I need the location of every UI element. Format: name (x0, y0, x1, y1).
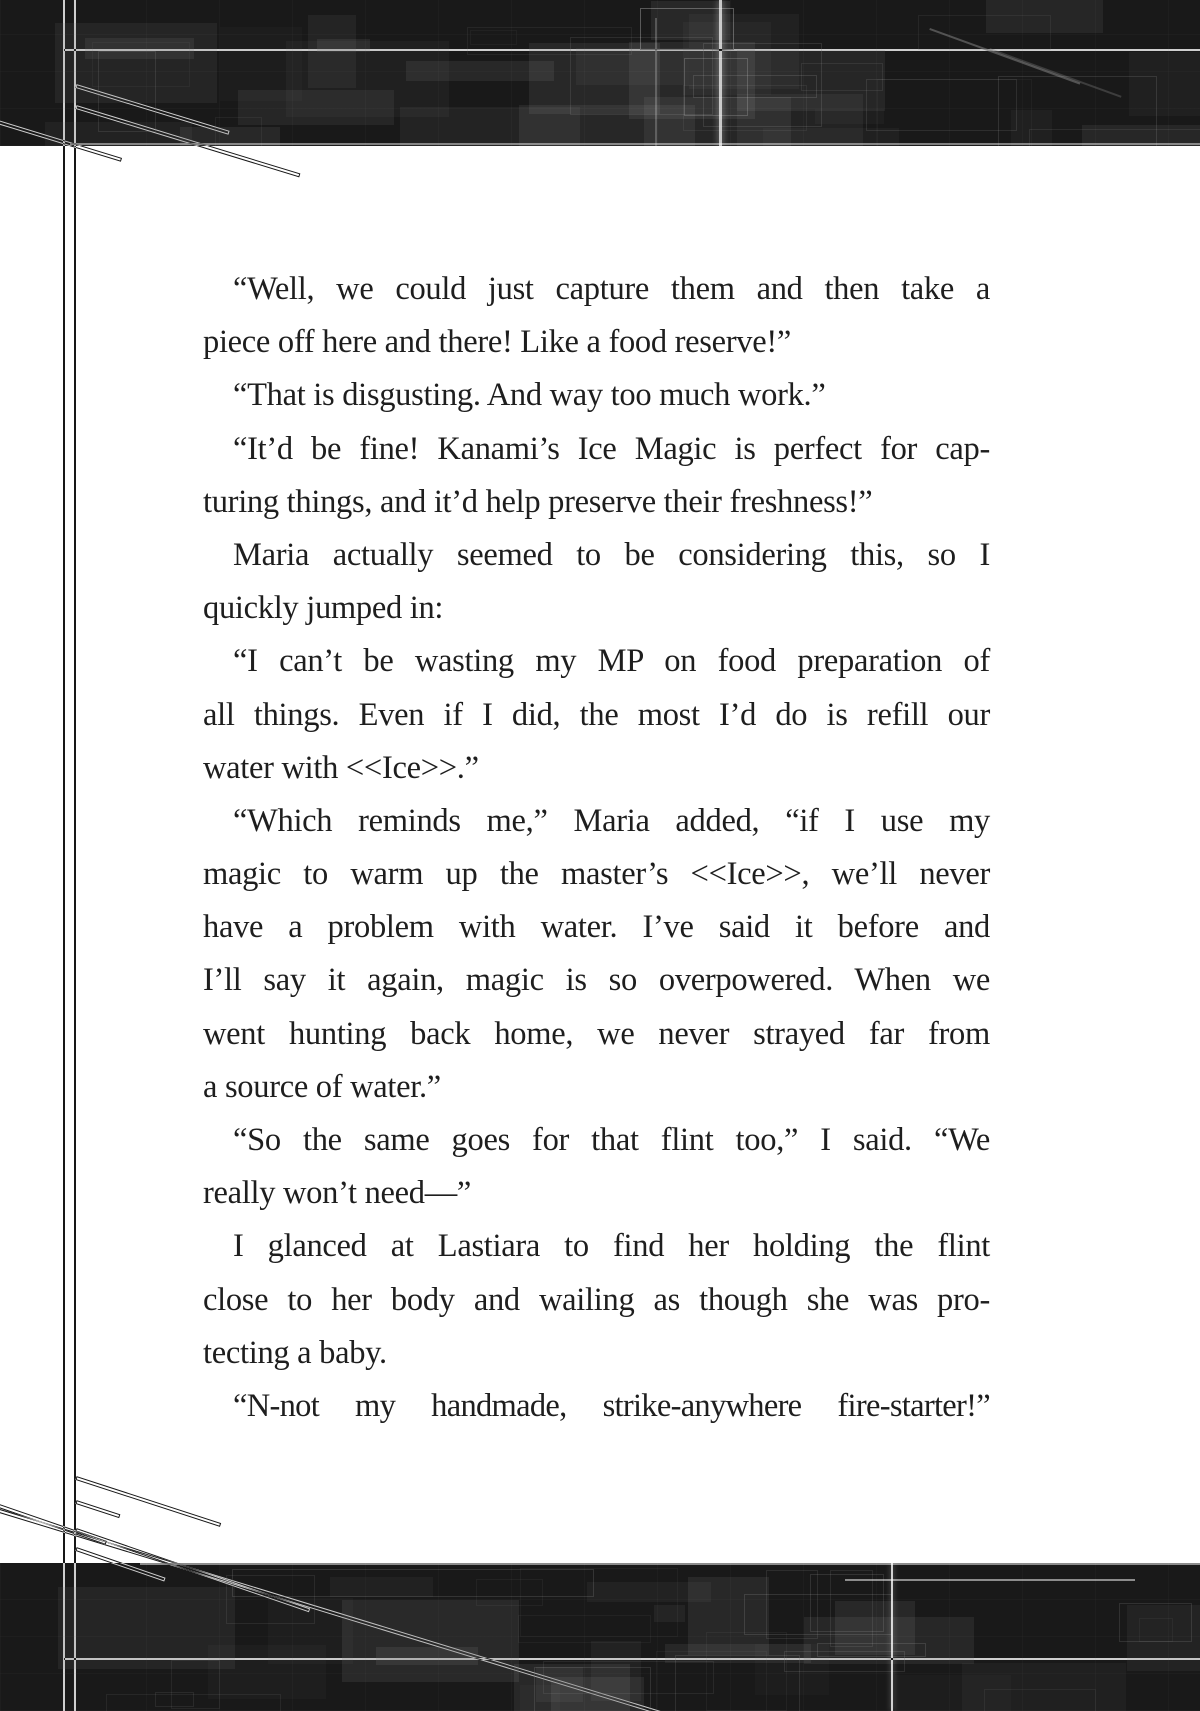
text-line: really won’t need—” (203, 1175, 472, 1212)
circuit-rect (220, 27, 302, 101)
text-line: “Well, we could just capture them and then take a (233, 271, 990, 307)
circuit-rect (529, 43, 661, 114)
text-line: all things. Even if I did, the most I’d do is refill our (203, 696, 990, 733)
text-line: “That is disgusting. And way too much work.” (233, 377, 826, 414)
text-line: “I can’t be wasting my MP on food preparation of (233, 643, 990, 680)
circuit-rect (986, 0, 1102, 33)
text-line: turing things, and it’d help preserve their freshness!” (203, 483, 873, 520)
text-line: “So the same goes for that flint too,” I said. “We (233, 1122, 990, 1158)
text-line: water with <<Ice>>.” (203, 749, 479, 786)
text-line: piece off here and there! Like a food reserve!” (203, 324, 792, 361)
circuit-rect (55, 23, 217, 104)
text-line: close to her body and wailing as though she was pro- (203, 1281, 990, 1318)
text-line: Maria actually seemed to be considering this, so I (233, 536, 990, 573)
text-line: I’ll say it again, magic is so overpowered. When we (203, 962, 990, 999)
circuit-rect (1139, 1618, 1173, 1641)
circuit-rect (1129, 52, 1200, 115)
text-line: tecting a baby. (203, 1334, 387, 1371)
text-line: a source of water.” (203, 1068, 441, 1105)
top-decor-band (0, 0, 1200, 146)
circuit-rect (651, 1, 730, 40)
circuit-rect (895, 1675, 1012, 1711)
circuit-trace-horizontal (845, 1579, 1135, 1581)
text-line: “Which reminds me,” Maria added, “if I use my (233, 802, 990, 839)
circuit-rect (801, 63, 883, 91)
text-line: magic to warm up the master’s <<Ice>>, we’ll never (203, 856, 990, 893)
circuit-rect (804, 1617, 974, 1664)
circuit-rect (470, 30, 516, 45)
circuit-rect (330, 1577, 434, 1598)
text-line: went hunting back home, we never strayed far from (203, 1015, 990, 1052)
diagonal-strip (75, 1500, 120, 1518)
text-line: “N-not my handmade, strike-anywhere fire-starter!” (233, 1387, 990, 1424)
vertical-rule-right (74, 0, 76, 1711)
text-line: quickly jumped in: (203, 590, 444, 627)
text-line: “It’d be fine! Kanami’s Ice Magic is perfect for cap- (233, 430, 990, 467)
text-block (203, 263, 990, 1433)
text-line: I glanced at Lastiara to find her holding the flint (233, 1228, 990, 1265)
diagonal-strip (75, 1476, 221, 1527)
text-line: have a problem with water. I’ve said it before and (203, 909, 990, 946)
circuit-rect (665, 1644, 810, 1662)
band-edge-highlight (140, 1563, 1200, 1565)
circuit-rect (675, 1655, 799, 1711)
bottom-decor-band (0, 1563, 1200, 1711)
circuit-rect (520, 1568, 678, 1636)
circuit-rect (208, 1645, 326, 1698)
top-frame-line (64, 49, 1200, 51)
circuit-rect (654, 1605, 685, 1622)
bottom-frame-line (64, 1658, 1200, 1660)
vertical-rule-left (63, 0, 65, 1711)
circuit-rect (866, 79, 1018, 131)
circuit-rect (171, 1660, 220, 1709)
